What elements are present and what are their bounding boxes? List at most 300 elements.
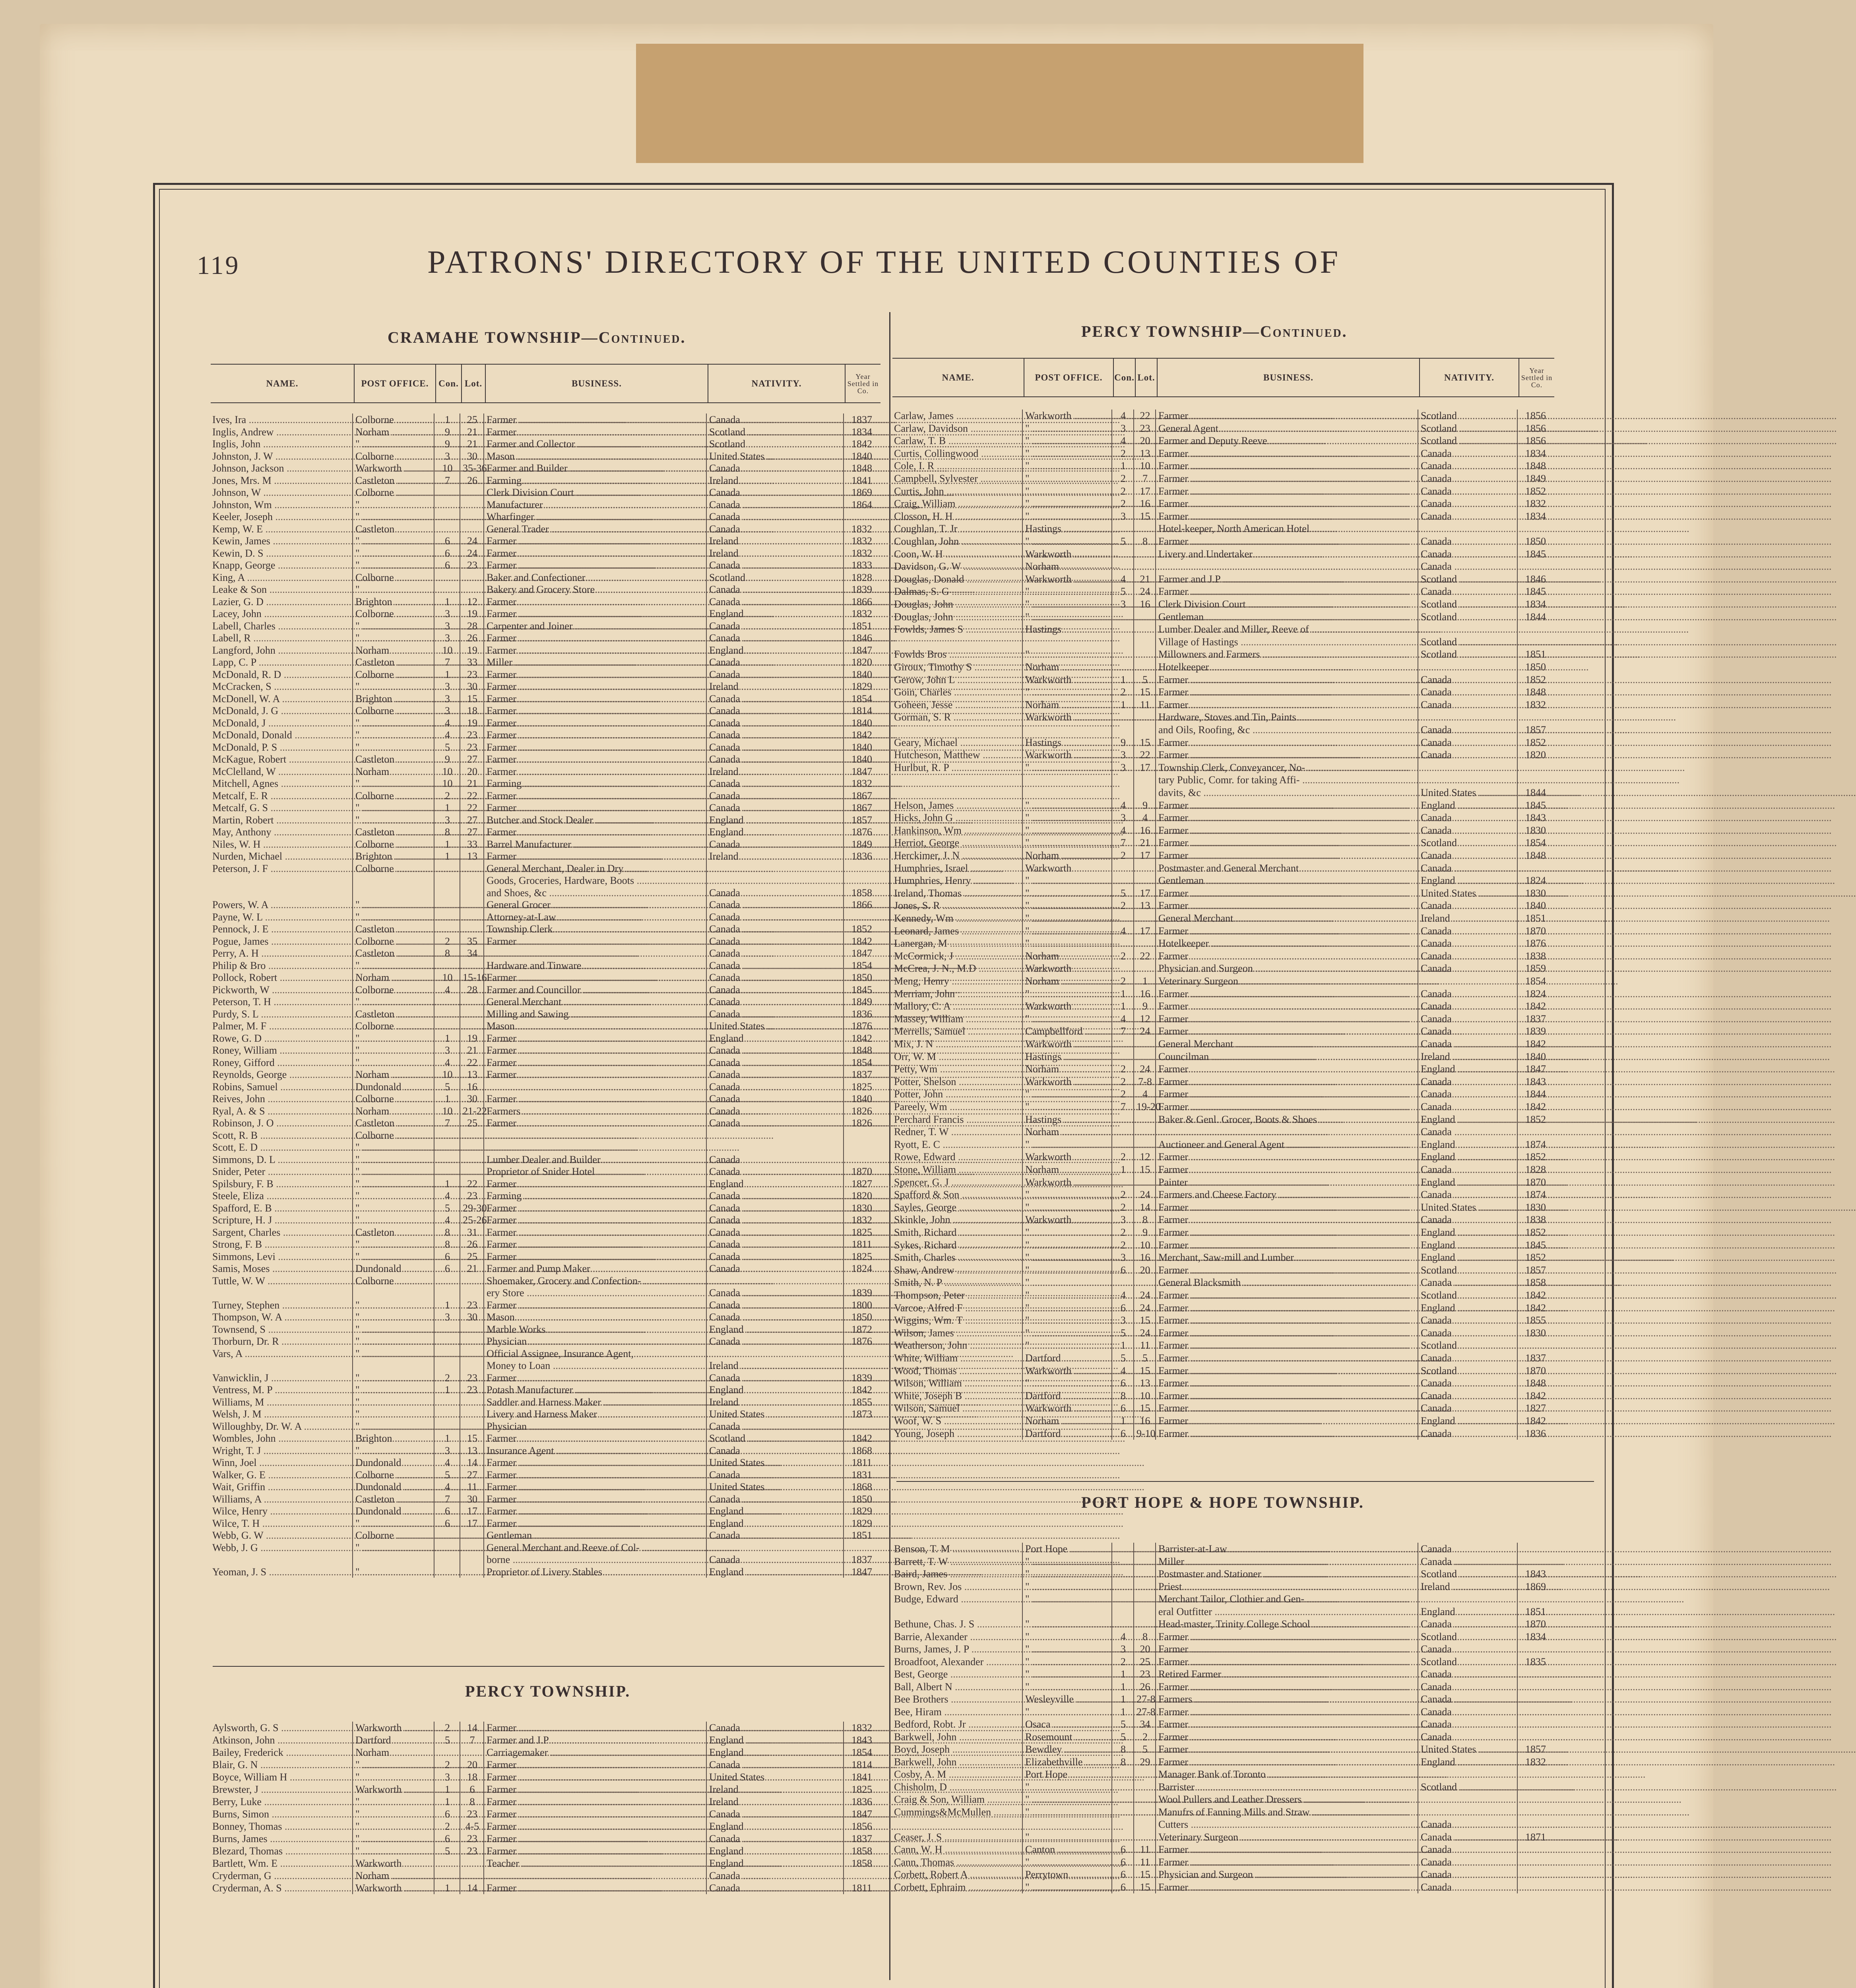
cell-name: Spilsbury, F. B ..... <box>212 1178 351 1190</box>
cell-year: 1850 <box>851 972 872 983</box>
table-row <box>892 975 1554 987</box>
table-row <box>211 1432 880 1444</box>
cell-name: Wiggins, Wm. T ..... <box>894 1314 1020 1326</box>
table-row <box>211 1105 880 1117</box>
cell-name: Johnson, W ..... <box>212 486 351 499</box>
cell-nativity: Ireland ..... <box>709 1396 842 1408</box>
cell-name: Shaw, Andrew ..... <box>894 1264 1020 1276</box>
cell-business: Farmer ..... <box>1158 799 1416 812</box>
table-row <box>892 410 1554 422</box>
cell-post-office: Castleton ..... <box>355 923 432 935</box>
cell-lot: 9 <box>1142 1000 1148 1012</box>
cell-nativity: Ireland ..... <box>709 535 842 547</box>
cell-con: 6 <box>445 1505 450 1517</box>
cell-nativity: Ireland ..... <box>709 680 842 693</box>
cell-year: 1833 <box>851 559 872 571</box>
cell-lot: 24 <box>1140 1189 1150 1201</box>
table-row <box>892 786 1554 799</box>
cell-year: 1842 <box>1525 1390 1546 1402</box>
cell-post-office: Hastings ..... <box>1025 623 1110 635</box>
cell-name: McClelland, W ..... <box>212 765 351 778</box>
cell-lot: 20 <box>1140 1643 1150 1655</box>
cell-post-office: Warkworth ..... <box>1025 1151 1110 1163</box>
cell-con: 1 <box>445 596 450 608</box>
cell-nativity: Canada ..... <box>709 511 842 523</box>
cell-year: 1857 <box>851 814 872 826</box>
table-row <box>892 1289 1554 1301</box>
cell-nativity: Canada ..... <box>709 1153 842 1166</box>
table-row <box>892 1731 1554 1743</box>
cell-post-office: " ..... <box>1025 1681 1110 1693</box>
cell-post-office: " ..... <box>1025 435 1110 447</box>
cell-nativity: Canada ..... <box>1421 1843 1515 1856</box>
cell-year: 1848 <box>851 1044 872 1056</box>
cell-name: Wilce, Henry ..... <box>212 1505 351 1517</box>
cell-business: Farmer ..... <box>487 1056 704 1069</box>
cell-business: Barrel Manufacturer ..... <box>487 838 704 850</box>
cell-name: Berry, Luke ..... <box>212 1796 351 1808</box>
table-row <box>211 1759 880 1771</box>
cell-business: Farmer ..... <box>487 680 704 693</box>
cell-business: Attorney-at-Law ..... <box>487 911 704 923</box>
cell-con: 2 <box>1121 485 1126 497</box>
cell-business: Farmer ..... <box>487 1117 704 1129</box>
cell-post-office: " ..... <box>1025 1138 1110 1151</box>
cell-nativity: Canada ..... <box>1421 899 1515 912</box>
table-row <box>892 1151 1554 1163</box>
cell-business: Farmer ..... <box>1158 1302 1416 1314</box>
cell-nativity: Canada ..... <box>1421 497 1515 510</box>
cell-business: Carpenter and Joiner ..... <box>487 620 704 632</box>
cell-name: Wilce, T. H ..... <box>212 1517 351 1530</box>
cell-post-office: " ..... <box>1025 812 1110 824</box>
cell-lot: 23 <box>467 729 477 741</box>
cell-business: Farmer ..... <box>1158 1314 1416 1326</box>
table-row <box>211 462 880 474</box>
cell-name: Hicks, John G ..... <box>894 812 1020 824</box>
cell-con: 6 <box>445 535 450 547</box>
cell-lot: 24 <box>467 547 477 559</box>
table-percy-continued <box>892 410 1554 1440</box>
table-row <box>892 585 1554 598</box>
cell-business: Barrister ..... <box>1158 1781 1416 1793</box>
cell-name: Douglas, John ..... <box>894 611 1020 623</box>
table-row <box>892 472 1554 485</box>
cell-post-office: Colborne ..... <box>355 935 432 947</box>
cell-con: 6 <box>1121 1427 1126 1439</box>
cell-con: 2 <box>445 1821 450 1832</box>
cell-con: 2 <box>1121 447 1126 459</box>
cell-year: 1837 <box>1525 1352 1546 1364</box>
cell-post-office: " ..... <box>355 959 432 972</box>
cell-nativity: Canada ..... <box>1421 925 1515 937</box>
cell-post-office: Norham ..... <box>355 971 432 984</box>
cell-post-office: " ..... <box>355 911 432 923</box>
cell-year: 1814 <box>851 705 872 716</box>
cell-lot: 24 <box>1140 1289 1150 1301</box>
cell-year: 1847 <box>851 765 872 777</box>
cell-name: Thompson, W. A ..... <box>212 1311 351 1323</box>
cell-nativity: Canada ..... <box>1421 1868 1515 1881</box>
table-row <box>892 573 1554 585</box>
header-year: Year Settled in Co. <box>1519 359 1554 396</box>
cell-year: 1820 <box>851 656 872 668</box>
cell-year: 1832 <box>851 523 872 535</box>
cell-nativity: Ireland ..... <box>1421 1580 1515 1593</box>
cell-con: 1 <box>1121 674 1126 685</box>
cell-business: Baker & Genl. Grocer, Boots & Shoes ..... <box>1158 1113 1416 1126</box>
table-row <box>892 1076 1554 1088</box>
cell-post-office: Brighton ..... <box>355 693 432 705</box>
table-row <box>892 1377 1554 1389</box>
cell-con: 2 <box>445 1759 450 1771</box>
cell-year: 1839 <box>851 1372 872 1384</box>
cell-business: Farmer ..... <box>1158 1643 1416 1655</box>
cell-post-office: Warkworth ..... <box>1025 548 1110 560</box>
cell-name: Lazier, G. D ..... <box>212 596 351 608</box>
cell-lot: 17 <box>467 1505 477 1517</box>
cell-name: Woof, W. S ..... <box>894 1415 1020 1427</box>
cell-name: Peterson, T. H ..... <box>212 996 351 1008</box>
cell-year: 1829 <box>851 1505 872 1517</box>
table-row <box>211 1408 880 1420</box>
table-row <box>211 1347 880 1360</box>
cell-nativity: Canada ..... <box>1421 1427 1515 1440</box>
cell-year: 1837 <box>851 1554 872 1565</box>
cell-business: Hotelkeeper ..... <box>1158 937 1416 949</box>
cell-nativity: Canada ..... <box>1421 1402 1515 1414</box>
cell-post-office: " ..... <box>1025 1327 1110 1339</box>
cell-post-office: " ..... <box>355 1153 432 1166</box>
cell-business: Clerk Division Court ..... <box>1158 598 1416 610</box>
cell-con: 10 <box>442 1105 453 1117</box>
cell-nativity: England ..... <box>1421 1113 1515 1126</box>
cell-post-office: " ..... <box>1025 1580 1110 1593</box>
cell-year: 1841 <box>851 474 872 486</box>
table-row <box>892 874 1554 887</box>
cell-lot: 21 <box>467 426 477 438</box>
cell-con: 1 <box>445 1784 450 1795</box>
cell-name: Gerow, John L ..... <box>894 674 1020 686</box>
cell-nativity: Canada ..... <box>709 1759 842 1771</box>
cell-post-office: " ..... <box>355 1420 432 1433</box>
cell-lot: 22 <box>1140 410 1150 421</box>
cell-nativity: Canada ..... <box>709 935 842 947</box>
cell-name: Webb, G. W ..... <box>212 1529 351 1541</box>
cell-year: 1867 <box>851 802 872 813</box>
cell-year: 1874 <box>1525 1189 1546 1201</box>
cell-con: 5 <box>1121 1352 1126 1364</box>
cell-year: 1845 <box>1525 548 1546 560</box>
table-row <box>211 1044 880 1056</box>
cell-business: Physician ..... <box>487 1335 704 1347</box>
cell-year: 1800 <box>851 1299 872 1311</box>
cell-nativity: Canada ..... <box>1421 1831 1515 1843</box>
cell-business: Farmer ..... <box>1158 1201 1416 1213</box>
cell-nativity: Ireland ..... <box>709 765 842 778</box>
cell-business: Farmer ..... <box>487 1845 704 1857</box>
cell-post-office: " ..... <box>1025 1618 1110 1630</box>
cell-name: Brewster, J ..... <box>212 1783 351 1796</box>
cell-lot: 28 <box>467 984 477 996</box>
cell-lot: 13 <box>1140 1377 1150 1389</box>
table-row <box>211 1372 880 1384</box>
table-row <box>211 729 880 741</box>
cell-con: 3 <box>445 814 450 826</box>
cell-nativity: United States ..... <box>709 1408 842 1420</box>
cell-year: 1845 <box>1525 799 1546 811</box>
cell-year: 1834 <box>1525 598 1546 610</box>
cell-business: Farmer ..... <box>487 741 704 753</box>
table-row <box>892 1201 1554 1213</box>
cell-name: Curtis, John ..... <box>894 485 1020 497</box>
table-row <box>211 1129 880 1142</box>
cell-nativity: Scotland ..... <box>1421 648 1515 660</box>
cell-name: Baird, James ..... <box>894 1568 1020 1580</box>
cell-business: Gentleman ..... <box>1158 611 1416 623</box>
cell-name: May, Anthony ..... <box>212 826 351 838</box>
cell-post-office: Dartford ..... <box>1025 1390 1110 1402</box>
cell-name: Vanwicklin, J ..... <box>212 1372 351 1384</box>
cell-business: Farmer ..... <box>487 414 704 426</box>
cell-business: Hardware and Tinware ..... <box>487 959 704 972</box>
cell-business: and Shoes, &c ..... <box>487 887 704 899</box>
cell-con: 2 <box>1121 1656 1126 1668</box>
cell-nativity: England ..... <box>1421 799 1515 812</box>
header-con: Con. <box>435 365 461 402</box>
cell-con: 4 <box>445 717 450 729</box>
cell-con: 3 <box>1121 1643 1126 1655</box>
cell-year: 1846 <box>851 632 872 644</box>
cell-nativity: Canada ..... <box>1421 724 1515 736</box>
cell-lot: 11 <box>1140 1844 1150 1855</box>
cell-year: 1852 <box>1525 1227 1546 1238</box>
cell-nativity: Canada ..... <box>709 984 842 996</box>
cell-name: Pennock, J. E ..... <box>212 923 351 935</box>
cell-business: Township Clerk ..... <box>487 923 704 935</box>
cell-business: Proprietor of Snider Hotel ..... <box>487 1165 704 1178</box>
cell-con: 3 <box>1121 1252 1126 1264</box>
cell-year: 1838 <box>1525 950 1546 962</box>
table-row <box>892 1606 1554 1618</box>
cell-name: Closson, H. H ..... <box>894 510 1020 522</box>
cell-year: 1844 <box>1525 787 1546 798</box>
cell-con: 4 <box>1121 1289 1126 1301</box>
cell-year: 1834 <box>1525 1631 1546 1642</box>
cell-con: 2 <box>1121 498 1126 510</box>
cell-business: Farmer ..... <box>487 644 704 656</box>
cell-nativity: Canada ..... <box>1421 1101 1515 1113</box>
table-row <box>211 1808 880 1820</box>
cell-business: Merchant Tailor, Clothier and Gen- ..... <box>1158 1593 1416 1605</box>
cell-nativity: Canada ..... <box>709 462 842 474</box>
cell-nativity: Canada ..... <box>709 899 842 911</box>
cell-post-office: " ..... <box>355 814 432 826</box>
cell-year: 1847 <box>851 1808 872 1820</box>
cell-con: 3 <box>445 1444 450 1456</box>
table-row <box>211 1178 880 1190</box>
cell-year: 1844 <box>1525 1088 1546 1100</box>
cell-nativity: Canada ..... <box>709 1469 842 1481</box>
cell-nativity: United States ..... <box>709 450 842 462</box>
cell-con: 9 <box>445 753 450 765</box>
table-row <box>892 1831 1554 1843</box>
cell-lot: 17 <box>1140 925 1150 937</box>
cell-post-office: " ..... <box>355 1335 432 1347</box>
cell-year: 1837 <box>851 1833 872 1844</box>
cell-business: Millowners and Farmers ..... <box>1158 648 1416 660</box>
cell-post-office: " ..... <box>1025 535 1110 547</box>
cell-business: Farmer ..... <box>487 1493 704 1505</box>
cell-year: 1840 <box>851 668 872 680</box>
cell-nativity: Canada ..... <box>709 753 842 765</box>
cell-nativity: Canada ..... <box>1421 950 1515 962</box>
cell-business: Hardware, Stoves and Tin, Paints ..... <box>1158 711 1416 723</box>
cell-year: 1850 <box>851 1493 872 1505</box>
cell-name: Potter, Shelson ..... <box>894 1076 1020 1088</box>
cell-post-office: Norham ..... <box>1025 849 1110 862</box>
cell-con: 7 <box>445 474 450 486</box>
cell-lot: 29 <box>1140 1756 1150 1768</box>
cell-name: Ryott, E. C ..... <box>894 1138 1020 1151</box>
cell-lot: 19 <box>467 608 477 619</box>
cell-year: 1842 <box>851 1032 872 1044</box>
cell-post-office: Elizabethville ..... <box>1025 1756 1110 1768</box>
cell-name: Wilson, James ..... <box>894 1327 1020 1339</box>
cell-business: Farmer ..... <box>1158 1101 1416 1113</box>
table-row <box>211 1493 880 1505</box>
cell-con: 4 <box>445 984 450 996</box>
cell-year: 1852 <box>1525 1252 1546 1264</box>
cell-name: Lapp, C. P ..... <box>212 656 351 668</box>
cell-post-office: Dartford ..... <box>1025 1427 1110 1440</box>
cell-year: 1857 <box>1525 724 1546 736</box>
table-row <box>892 736 1554 749</box>
cell-lot: 23 <box>1140 1668 1150 1680</box>
cell-name: McDonald, J ..... <box>212 717 351 729</box>
cell-post-office: " ..... <box>355 1178 432 1190</box>
cell-con: 5 <box>1121 1731 1126 1743</box>
cell-post-office: " ..... <box>355 1517 432 1530</box>
cell-nativity: England ..... <box>709 1820 842 1833</box>
cell-name: White, William ..... <box>894 1352 1020 1364</box>
cell-post-office: " ..... <box>355 1845 432 1857</box>
table-row <box>892 1239 1554 1251</box>
cell-post-office: Castleton ..... <box>355 826 432 838</box>
table-row <box>892 862 1554 874</box>
cell-business: Farmer and Builder ..... <box>487 462 704 474</box>
cell-con: 9 <box>445 438 450 450</box>
cell-con: 7 <box>445 656 450 668</box>
cell-post-office: " ..... <box>1025 1793 1110 1806</box>
cell-name: Corbett, Robert A ..... <box>894 1868 1020 1881</box>
cell-year: 1811 <box>851 1239 872 1250</box>
cell-nativity: Canada ..... <box>709 414 842 426</box>
cell-lot: 34 <box>1140 1718 1150 1730</box>
cell-post-office: Dundonald ..... <box>355 1456 432 1469</box>
cell-con: 6 <box>1121 1302 1126 1314</box>
cell-lot: 27 <box>467 814 477 826</box>
cell-con: 2 <box>1121 900 1126 912</box>
cell-lot: 17 <box>1140 887 1150 899</box>
cell-business: Farmer and J.P ..... <box>1158 573 1416 585</box>
cell-lot: 10 <box>1140 1239 1150 1251</box>
cell-con: 3 <box>445 705 450 716</box>
table-row <box>211 1553 880 1566</box>
table-row <box>892 1656 1554 1668</box>
cell-post-office: Warkworth ..... <box>1025 1213 1110 1226</box>
cell-lot: 34 <box>467 947 477 959</box>
cell-nativity: Canada ..... <box>709 1226 842 1239</box>
cell-nativity: England ..... <box>709 1384 842 1396</box>
cell-business: Farmer ..... <box>487 1808 704 1820</box>
cell-business: Farmer ..... <box>487 1481 704 1493</box>
cell-year: 1854 <box>851 959 872 971</box>
cell-lot: 30 <box>467 1311 477 1323</box>
cell-business: Farmer ..... <box>487 1202 704 1214</box>
table-row <box>892 699 1554 711</box>
cell-year: 1845 <box>1525 1239 1546 1251</box>
table-row <box>892 1781 1554 1793</box>
header-post-office: POST OFFICE. <box>354 365 435 402</box>
table-row <box>892 611 1554 623</box>
cell-post-office: Perrytown ..... <box>1025 1868 1110 1881</box>
cell-business: Farmer and J.P ..... <box>487 1734 704 1746</box>
table-row <box>892 1593 1554 1605</box>
cell-year: 1845 <box>851 984 872 996</box>
table-row <box>211 814 880 826</box>
cell-post-office: " ..... <box>355 777 432 790</box>
cell-year: 1848 <box>1525 686 1546 698</box>
cell-nativity: Canada ..... <box>709 959 842 972</box>
cell-name: Turney, Stephen ..... <box>212 1299 351 1311</box>
cell-year: 1854 <box>1525 837 1546 849</box>
cell-post-office: " ..... <box>1025 1239 1110 1251</box>
cell-lot: 11 <box>1140 1856 1150 1868</box>
cell-post-office: " ..... <box>355 741 432 753</box>
cell-year: 1868 <box>851 1481 872 1493</box>
cell-nativity: England ..... <box>1421 1756 1515 1768</box>
cell-post-office: " ..... <box>355 1396 432 1408</box>
cell-lot: 21 <box>467 778 477 789</box>
cell-post-office: " ..... <box>1025 1806 1110 1818</box>
cell-name: Hankinson, Wm ..... <box>894 824 1020 837</box>
cell-name: Wilson, Samuel ..... <box>894 1402 1020 1414</box>
table-row <box>892 824 1554 837</box>
table-row <box>211 1275 880 1287</box>
cell-nativity: Scotland ..... <box>1421 611 1515 623</box>
cell-business: Physician ..... <box>487 1420 704 1433</box>
cell-con: 7 <box>445 1117 450 1129</box>
cell-name: McKague, Robert ..... <box>212 753 351 765</box>
section-title-cramahe: CRAMAHE TOWNSHIP—Continued. <box>388 328 686 346</box>
cell-nativity: Scotland ..... <box>1421 435 1515 447</box>
cell-year: 1856 <box>1525 422 1546 434</box>
cell-year: 1856 <box>851 1821 872 1832</box>
cell-business: Farmer ..... <box>1158 686 1416 698</box>
cell-year: 1830 <box>1525 824 1546 836</box>
cell-business: Farmer ..... <box>487 753 704 765</box>
table-row <box>892 1427 1554 1440</box>
cell-con: 5 <box>1121 1718 1126 1730</box>
cell-nativity: Scotland ..... <box>709 1432 842 1444</box>
cell-lot: 25 <box>467 414 477 425</box>
cell-year: 1824 <box>851 1263 872 1274</box>
cell-business: Farmer ..... <box>487 971 704 984</box>
cell-name: Brown, Rev. Jos ..... <box>894 1580 1020 1593</box>
cell-name: Philip & Bro ..... <box>212 959 351 972</box>
cell-lot: 9-10 <box>1136 1427 1156 1439</box>
